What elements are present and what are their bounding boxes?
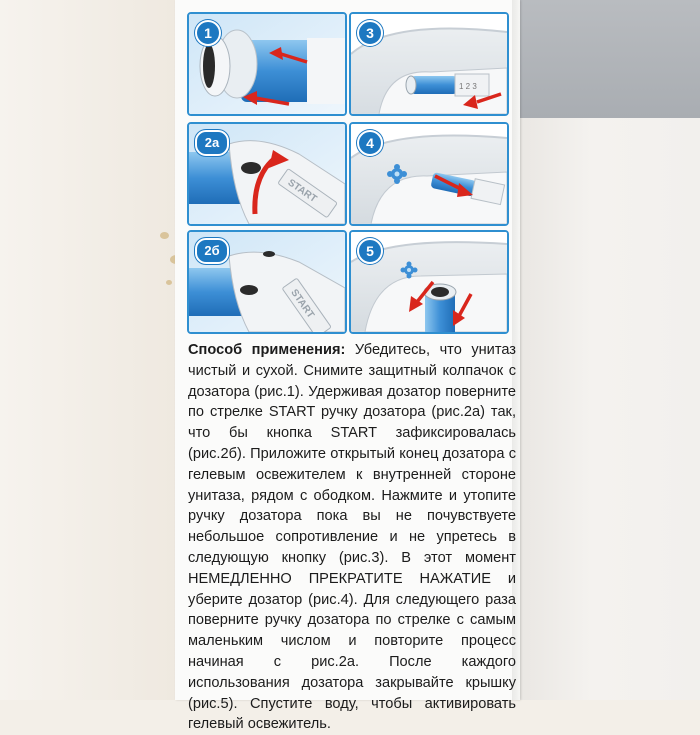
- illustration-step-3: [349, 12, 509, 116]
- step-badge: 2б: [195, 238, 229, 264]
- start-label: START: [285, 177, 319, 205]
- instructions-text: [188, 340, 516, 735]
- step-badge: 2а: [195, 130, 229, 156]
- stain: [166, 280, 172, 285]
- step-badge: 1: [195, 20, 221, 46]
- package-gray-band: [520, 0, 700, 118]
- instructions-heading: Способ применения:: [188, 342, 346, 358]
- step-badge: 5: [357, 238, 383, 264]
- svg-text:1 2 3: 1 2 3: [459, 82, 477, 91]
- illustration-step-1: [187, 12, 347, 116]
- start-label: START: [288, 287, 317, 321]
- illustration-step-2a: [187, 122, 347, 226]
- illustration-step-2b: [187, 230, 347, 334]
- illustration-step-5: [349, 230, 509, 334]
- instructions-body: Убедитесь, что унитаз чистый и сухой. Снимите защитный колпачок с дозатора (рис.1). Удерживая дозатор поверните по стрелке START ручку дозатора (рис.2а) так, что бы кнопка START зафиксировалась (рис.2б). Приложите открытый конец дозатора с гелевым освежителем к внутренней стороне унитаза, рядом с ободком. Нажмите и утопите ручку дозатора пока вы не почувствуете небольшое сопротивление и не упретесь в следующую кнопку (рис.3). В этот момент НЕМЕДЛЕННО ПРЕКРАТИТЕ НАЖАТИЕ и уберите дозатор (рис.4). Для следующего раза поверните ручку дозатора по стрелке с самым маленьким числом и повторите процесс начиная с рис.2а. После каждого использования дозатора закрывайте крышку (рис.5). Спустите воду, чтобы активировать гелевый освежитель.: [188, 342, 516, 733]
- stain: [160, 232, 169, 239]
- step-badge: 4: [357, 130, 383, 156]
- illustration-step-4: [349, 122, 509, 226]
- step-badge: 3: [357, 20, 383, 46]
- background-left: [0, 0, 175, 700]
